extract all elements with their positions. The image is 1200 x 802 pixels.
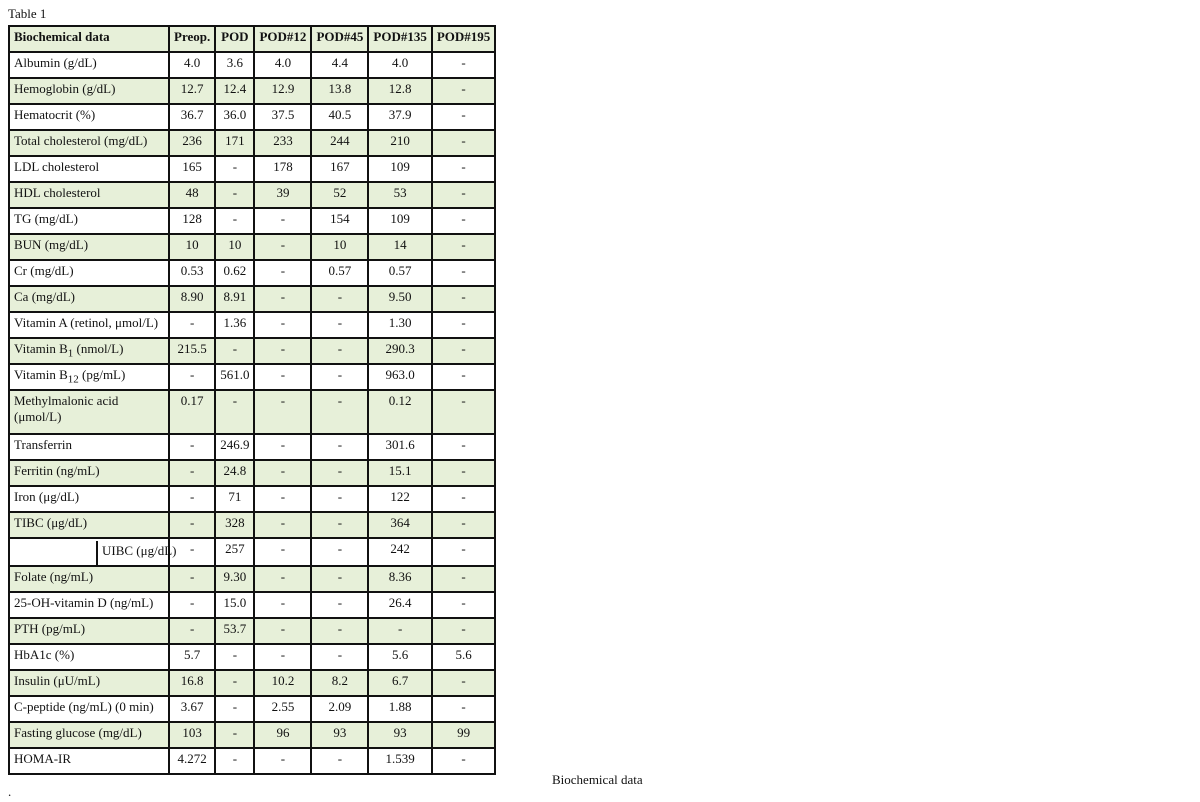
value-cell: - — [432, 566, 495, 592]
value-cell: 12.8 — [368, 78, 431, 104]
value-cell: 36.7 — [169, 104, 215, 130]
value-cell: - — [254, 512, 311, 538]
value-cell: 0.17 — [169, 390, 215, 434]
value-cell: 9.30 — [215, 566, 254, 592]
value-cell: 8.90 — [169, 286, 215, 312]
biochemical-data-table — [8, 25, 496, 775]
value-cell: - — [311, 338, 368, 364]
value-cell: - — [215, 208, 254, 234]
value-cell: 963.0 — [368, 364, 431, 390]
value-cell: 1.539 — [368, 748, 431, 774]
row-label-text: Vitamin B — [14, 367, 68, 382]
row-label-subscript: 12 — [67, 373, 79, 386]
value-cell: - — [254, 486, 311, 512]
table-row — [9, 208, 495, 234]
value-cell: - — [215, 696, 254, 722]
value-cell: 39 — [254, 182, 311, 208]
header-cell: POD#12 — [254, 26, 311, 52]
value-cell: - — [432, 748, 495, 774]
row-label-text: Vitamin B — [14, 341, 68, 356]
value-cell: - — [169, 512, 215, 538]
value-cell: 93 — [368, 722, 431, 748]
value-cell: - — [254, 338, 311, 364]
value-cell: 0.57 — [368, 260, 431, 286]
header-cell: Biochemical data — [9, 26, 169, 52]
value-cell: 4.4 — [311, 52, 368, 78]
value-cell: 109 — [368, 208, 431, 234]
value-cell: - — [311, 592, 368, 618]
table-row — [9, 592, 495, 618]
value-cell: - — [432, 460, 495, 486]
value-cell: - — [432, 156, 495, 182]
value-cell: - — [432, 312, 495, 338]
value-cell: - — [311, 618, 368, 644]
value-cell: 6.7 — [368, 670, 431, 696]
value-cell: 52 — [311, 182, 368, 208]
value-cell: 4.0 — [254, 52, 311, 78]
value-cell: 3.67 — [169, 696, 215, 722]
value-cell: - — [169, 618, 215, 644]
row-label: PTH (pg/mL) — [9, 618, 169, 644]
table-row — [9, 696, 495, 722]
value-cell: - — [311, 286, 368, 312]
header-cell: POD#45 — [311, 26, 368, 52]
table-row — [9, 286, 495, 312]
value-cell: - — [215, 338, 254, 364]
row-label: Folate (ng/mL) — [9, 566, 169, 592]
value-cell: - — [432, 286, 495, 312]
table-row — [9, 722, 495, 748]
row-label: Hematocrit (%) — [9, 104, 169, 130]
table-row — [9, 512, 495, 538]
value-cell: - — [311, 486, 368, 512]
row-label: HOMA-IR — [9, 748, 169, 774]
value-cell: 109 — [368, 156, 431, 182]
row-label: BUN (mg/dL) — [9, 234, 169, 260]
value-cell: 8.2 — [311, 670, 368, 696]
value-cell: - — [254, 538, 311, 566]
value-cell: 8.36 — [368, 566, 431, 592]
table-row — [9, 644, 495, 670]
value-cell: 290.3 — [368, 338, 431, 364]
value-cell: 154 — [311, 208, 368, 234]
value-cell: 257 — [215, 538, 254, 566]
row-label: Fasting glucose (mg/dL) — [9, 722, 169, 748]
table-row — [9, 52, 495, 78]
table-row — [9, 618, 495, 644]
value-cell: 0.12 — [368, 390, 431, 434]
row-label — [9, 338, 169, 364]
value-cell: 36.0 — [215, 104, 254, 130]
value-cell: 37.9 — [368, 104, 431, 130]
value-cell: 215.5 — [169, 338, 215, 364]
row-label: C-peptide (ng/mL) (0 min) — [9, 696, 169, 722]
value-cell: 99 — [432, 722, 495, 748]
row-label: Insulin (μU/mL) — [9, 670, 169, 696]
value-cell: 171 — [215, 130, 254, 156]
value-cell: 15.1 — [368, 460, 431, 486]
value-cell: 15.0 — [215, 592, 254, 618]
value-cell: - — [432, 696, 495, 722]
table-row — [9, 338, 495, 364]
table-row — [9, 364, 495, 390]
row-label: TG (mg/dL) — [9, 208, 169, 234]
row-label: TIBC (μg/dL) — [9, 512, 169, 538]
value-cell: - — [169, 312, 215, 338]
value-cell: - — [215, 722, 254, 748]
value-cell: 13.8 — [311, 78, 368, 104]
value-cell: - — [432, 364, 495, 390]
table-row — [9, 566, 495, 592]
value-cell: 4.0 — [169, 52, 215, 78]
value-cell: 71 — [215, 486, 254, 512]
value-cell: - — [254, 364, 311, 390]
value-cell: 5.6 — [368, 644, 431, 670]
value-cell: - — [169, 460, 215, 486]
value-cell: - — [311, 364, 368, 390]
figure-caption: Biochemical data — [552, 772, 643, 787]
value-cell: - — [311, 434, 368, 460]
row-label — [9, 538, 177, 566]
value-cell: 165 — [169, 156, 215, 182]
value-cell: 10 — [311, 234, 368, 260]
table-row — [9, 538, 495, 566]
value-cell: 12.4 — [215, 78, 254, 104]
value-cell: - — [432, 78, 495, 104]
table-row — [9, 670, 495, 696]
value-cell: 8.91 — [215, 286, 254, 312]
value-cell: - — [254, 460, 311, 486]
value-cell: - — [215, 182, 254, 208]
value-cell: - — [254, 644, 311, 670]
value-cell: - — [254, 748, 311, 774]
value-cell: 1.36 — [215, 312, 254, 338]
value-cell: 178 — [254, 156, 311, 182]
value-cell: 1.30 — [368, 312, 431, 338]
row-label: Methylmalonic acid (μmol/L) — [9, 390, 169, 434]
value-cell: - — [432, 486, 495, 512]
value-cell: - — [169, 592, 215, 618]
value-cell: 1.88 — [368, 696, 431, 722]
header-cell: Preop. — [169, 26, 215, 52]
row-label: HbA1c (%) — [9, 644, 169, 670]
value-cell: 2.55 — [254, 696, 311, 722]
header-row — [9, 26, 495, 52]
value-cell: - — [169, 364, 215, 390]
value-cell: 301.6 — [368, 434, 431, 460]
value-cell: 53.7 — [215, 618, 254, 644]
value-cell: 4.272 — [169, 748, 215, 774]
value-cell: - — [169, 566, 215, 592]
value-cell: 0.62 — [215, 260, 254, 286]
value-cell: - — [254, 434, 311, 460]
value-cell: - — [215, 156, 254, 182]
value-cell: - — [432, 104, 495, 130]
value-cell: 210 — [368, 130, 431, 156]
row-label: Hemoglobin (g/dL) — [9, 78, 169, 104]
table-row — [9, 390, 495, 434]
value-cell: - — [254, 260, 311, 286]
value-cell: - — [432, 52, 495, 78]
value-cell: - — [254, 390, 311, 434]
value-cell: 128 — [169, 208, 215, 234]
value-cell: - — [432, 592, 495, 618]
value-cell: - — [254, 566, 311, 592]
row-label-subscript: 1 — [67, 347, 74, 360]
value-cell: 246.9 — [215, 434, 254, 460]
value-cell: - — [311, 460, 368, 486]
value-cell: 16.8 — [169, 670, 215, 696]
table-row — [9, 234, 495, 260]
value-cell: - — [215, 390, 254, 434]
value-cell: 561.0 — [215, 364, 254, 390]
value-cell: - — [432, 182, 495, 208]
row-label-text: UIBC (μg/dL) — [96, 541, 164, 567]
value-cell: - — [432, 670, 495, 696]
row-label: Ca (mg/dL) — [9, 286, 169, 312]
table-row — [9, 434, 495, 460]
value-cell: - — [169, 538, 215, 566]
value-cell: 3.6 — [215, 52, 254, 78]
value-cell: 236 — [169, 130, 215, 156]
value-cell: - — [311, 390, 368, 434]
value-cell: - — [169, 486, 215, 512]
value-cell: 5.7 — [169, 644, 215, 670]
value-cell: 9.50 — [368, 286, 431, 312]
value-cell: - — [311, 644, 368, 670]
row-label: Cr (mg/dL) — [9, 260, 169, 286]
value-cell: 37.5 — [254, 104, 311, 130]
value-cell: - — [432, 538, 495, 566]
table-row — [9, 78, 495, 104]
value-cell: 0.53 — [169, 260, 215, 286]
table-row — [9, 260, 495, 286]
value-cell: 242 — [368, 538, 431, 566]
value-cell: - — [432, 130, 495, 156]
row-label-unit: (pg/mL) — [78, 367, 126, 382]
row-label: Total cholesterol (mg/dL) — [9, 130, 169, 156]
value-cell: - — [215, 748, 254, 774]
row-label: Albumin (g/dL) — [9, 52, 169, 78]
value-cell: 24.8 — [215, 460, 254, 486]
table-row — [9, 460, 495, 486]
value-cell: - — [368, 618, 431, 644]
table-row — [9, 312, 495, 338]
value-cell: 167 — [311, 156, 368, 182]
header-cell: POD#135 — [368, 26, 431, 52]
value-cell: - — [311, 566, 368, 592]
value-cell: - — [254, 312, 311, 338]
value-cell: - — [311, 512, 368, 538]
value-cell: - — [215, 670, 254, 696]
value-cell: 5.6 — [432, 644, 495, 670]
value-cell: 26.4 — [368, 592, 431, 618]
value-cell: - — [254, 592, 311, 618]
value-cell: - — [215, 644, 254, 670]
value-cell: 12.7 — [169, 78, 215, 104]
value-cell: - — [432, 260, 495, 286]
value-cell: 10.2 — [254, 670, 311, 696]
value-cell: - — [254, 286, 311, 312]
value-cell: 10 — [169, 234, 215, 260]
table-row — [9, 748, 495, 774]
value-cell: 244 — [311, 130, 368, 156]
row-label: HDL cholesterol — [9, 182, 169, 208]
table-row — [9, 104, 495, 130]
value-cell: 122 — [368, 486, 431, 512]
value-cell: - — [432, 434, 495, 460]
header-cell: POD#195 — [432, 26, 495, 52]
table-row — [9, 130, 495, 156]
value-cell: 12.9 — [254, 78, 311, 104]
row-label-unit: (nmol/L) — [73, 341, 124, 356]
value-cell: 40.5 — [311, 104, 368, 130]
value-cell: - — [254, 618, 311, 644]
table-row — [9, 486, 495, 512]
value-cell: 53 — [368, 182, 431, 208]
value-cell: - — [311, 312, 368, 338]
value-cell: - — [432, 618, 495, 644]
value-cell: 96 — [254, 722, 311, 748]
value-cell: 328 — [215, 512, 254, 538]
value-cell: - — [432, 338, 495, 364]
row-label: Transferrin — [9, 434, 169, 460]
trailing-mark: . — [8, 784, 12, 799]
row-label — [9, 364, 169, 390]
row-label: Iron (μg/dL) — [9, 486, 169, 512]
value-cell: - — [254, 208, 311, 234]
value-cell: 233 — [254, 130, 311, 156]
value-cell: - — [311, 748, 368, 774]
value-cell: 93 — [311, 722, 368, 748]
value-cell: 4.0 — [368, 52, 431, 78]
value-cell: - — [169, 434, 215, 460]
value-cell: 103 — [169, 722, 215, 748]
value-cell: 14 — [368, 234, 431, 260]
table-row — [9, 182, 495, 208]
value-cell: - — [254, 234, 311, 260]
value-cell: 10 — [215, 234, 254, 260]
value-cell: 364 — [368, 512, 431, 538]
table-label: Table 1 — [8, 6, 47, 21]
value-cell: - — [432, 512, 495, 538]
row-label: Ferritin (ng/mL) — [9, 460, 169, 486]
header-cell: POD — [215, 26, 254, 52]
row-label: Vitamin A (retinol, μmol/L) — [9, 312, 169, 338]
value-cell: 0.57 — [311, 260, 368, 286]
value-cell: - — [432, 208, 495, 234]
row-label: 25-OH-vitamin D (ng/mL) — [9, 592, 169, 618]
table-row — [9, 156, 495, 182]
value-cell: 48 — [169, 182, 215, 208]
value-cell: - — [432, 390, 495, 434]
row-label: LDL cholesterol — [9, 156, 169, 182]
value-cell: 2.09 — [311, 696, 368, 722]
value-cell: - — [432, 234, 495, 260]
value-cell: - — [311, 538, 368, 566]
